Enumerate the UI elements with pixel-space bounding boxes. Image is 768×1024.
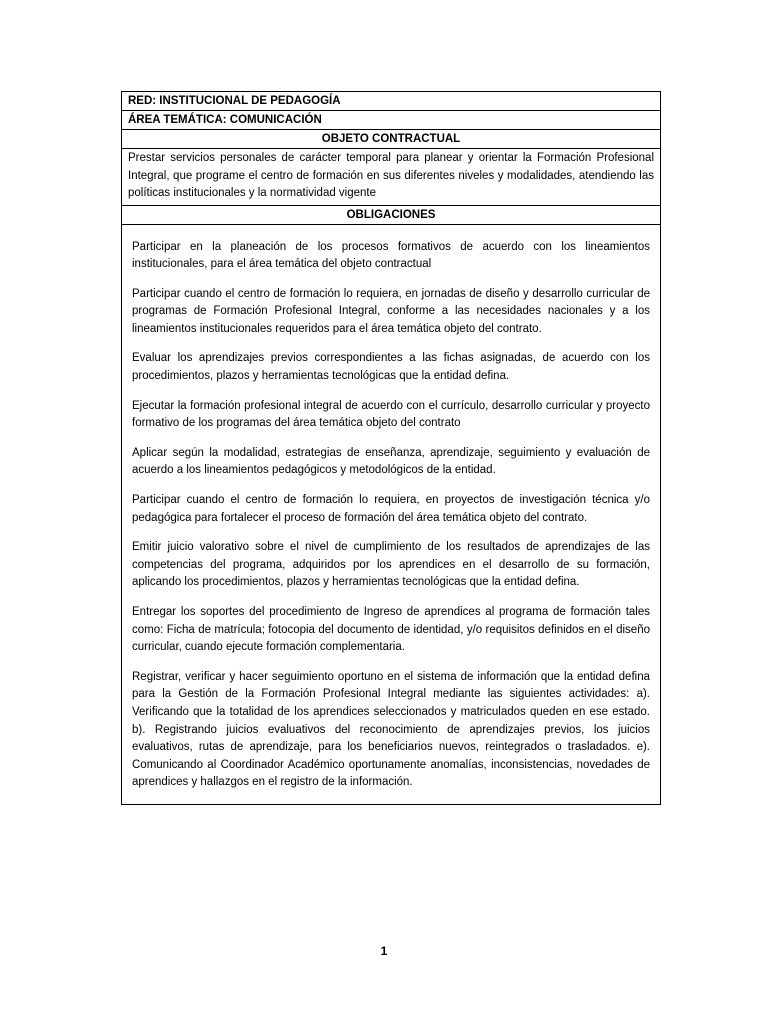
page-number: 1: [380, 944, 388, 958]
obligaciones-title: OBLIGACIONES: [346, 208, 436, 221]
area-label: ÁREA TEMÁTICA: COMUNICACIÓN: [128, 114, 322, 126]
objeto-text-row: [122, 149, 660, 206]
obligaciones-list: [122, 225, 660, 804]
obligation-item: Aplicar según la modalidad, estrategias de enseñanza, aprendizaje, seguimiento y evaluación de acuerdo a los lineamientos pedagógicos y metodológicos de la entidad.: [132, 446, 650, 477]
objeto-title: OBJETO CONTRACTUAL: [321, 133, 461, 145]
obligation-item: Entregar los soportes del procedimiento de Ingreso de aprendices al programa de formación tales como: Ficha de matrícula; fotocopia del documento de identidad, y/o requisitos definidos en el diseño curricular, cuando ejecute formación complementaria.: [132, 606, 650, 654]
contract-table: [121, 91, 661, 805]
obligation-item: Registrar, verificar y hacer seguimiento oportuno en el sistema de información que la entidad defina para la Gestión de la Formación Profesional Integral mediante las siguientes actividades: a). Verificando que la totalidad de los aprendices seleccionados y matriculados queden en ese estado. b). Registrando juicios evaluativos del reconocimiento de aprendizajes previos, los juicios evaluativos, rutas de aprendizaje, para los beneficiarios nuevos, reintegrados o trasladados. e). Comunicando al Coordinador Académico oportunamente anomalías, inconsistencias, novedades de aprendices y hallazgos en el registro de la información.: [132, 670, 650, 789]
obligation-item: Ejecutar la formación profesional integral de acuerdo con el currículo, desarrollo curricular y proyecto formativo de los programas del área temática objeto del contrato: [132, 399, 650, 430]
objeto-text: Prestar servicios personales de carácter temporal para planear y orientar la Formación Profesional Integral, que programe el centro de formación en sus diferentes niveles y modalidades, atendiendo las políticas institucionales y la normatividad vigente: [128, 152, 654, 199]
red-label: RED: INSTITUCIONAL DE PEDAGOGÍA: [128, 95, 341, 107]
objeto-title-row: [122, 130, 660, 149]
obligation-item: Participar cuando el centro de formación lo requiera, en proyectos de investigación técnica y/o pedagógica para fortalecer el proceso de formación del área temática objeto del contrato.: [132, 494, 650, 524]
area-row: [122, 111, 660, 130]
obligation-item: Emitir juicio valorativo sobre el nivel de cumplimiento de los resultados de aprendizajes de las competencias del programa, adquiridos por los aprendices en el desarrollo de su formación, aplicando los procedimientos, plazos y herramientas tecnológicas que la entidad defina.: [132, 541, 650, 589]
red-row: [122, 92, 660, 111]
obligation-item: Participar en la planeación de los procesos formativos de acuerdo con los lineamientos institucionales, para el área temática del objeto contractual: [132, 240, 650, 271]
obligaciones-title-row: [122, 206, 660, 225]
obligation-item: Participar cuando el centro de formación lo requiera, en jornadas de diseño y desarrollo curricular de programas de Formación Profesional Integral, conforme a las necesidades nacionales y a los lineamientos institucionales requeridos para el área temática objeto del contrato.: [132, 287, 650, 335]
obligation-item: Evaluar los aprendizajes previos correspondientes a las fichas asignadas, de acuerdo con los procedimientos, plazos y herramientas tecnológicas que la entidad defina.: [132, 352, 650, 383]
